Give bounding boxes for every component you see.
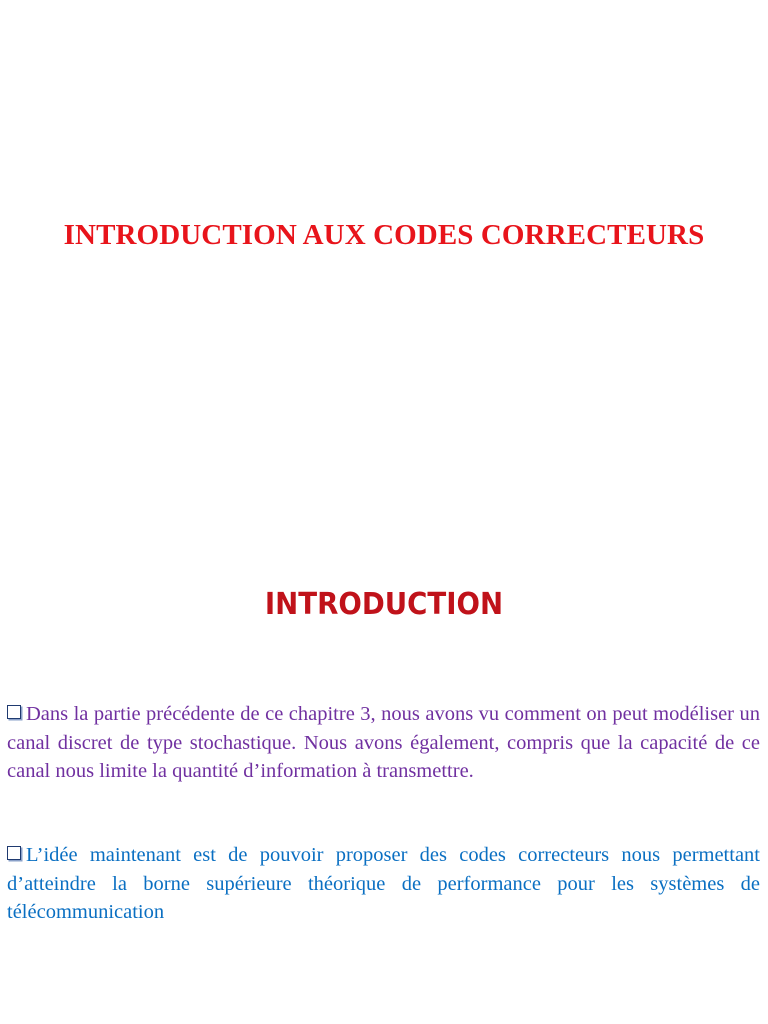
bullet-text-1: Dans la partie précédente de ce chapitre 3, nous avons vu comment on peut modéliser un canal discret de type stochastique. Nous avons également, compris que la capacité de ce canal nous limite la quantité d’information à transmettre. bbox=[7, 703, 760, 782]
introduction-slide bbox=[0, 520, 768, 1024]
checkbox-square-icon bbox=[7, 846, 21, 860]
section-heading: INTRODUCTION bbox=[264, 587, 504, 622]
checkbox-square-icon bbox=[7, 705, 21, 719]
bullet-text-2: L’idée maintenant est de pouvoir proposer des codes correcteurs nous permettant d’atteindre la borne supérieure théorique de performance pour les systèmes de télécommunication bbox=[7, 844, 760, 923]
main-title: INTRODUCTION AUX CODES CORRECTEURS bbox=[63, 219, 705, 251]
bullet-paragraph-2 bbox=[7, 841, 760, 927]
bullet-paragraph-1 bbox=[7, 700, 760, 786]
